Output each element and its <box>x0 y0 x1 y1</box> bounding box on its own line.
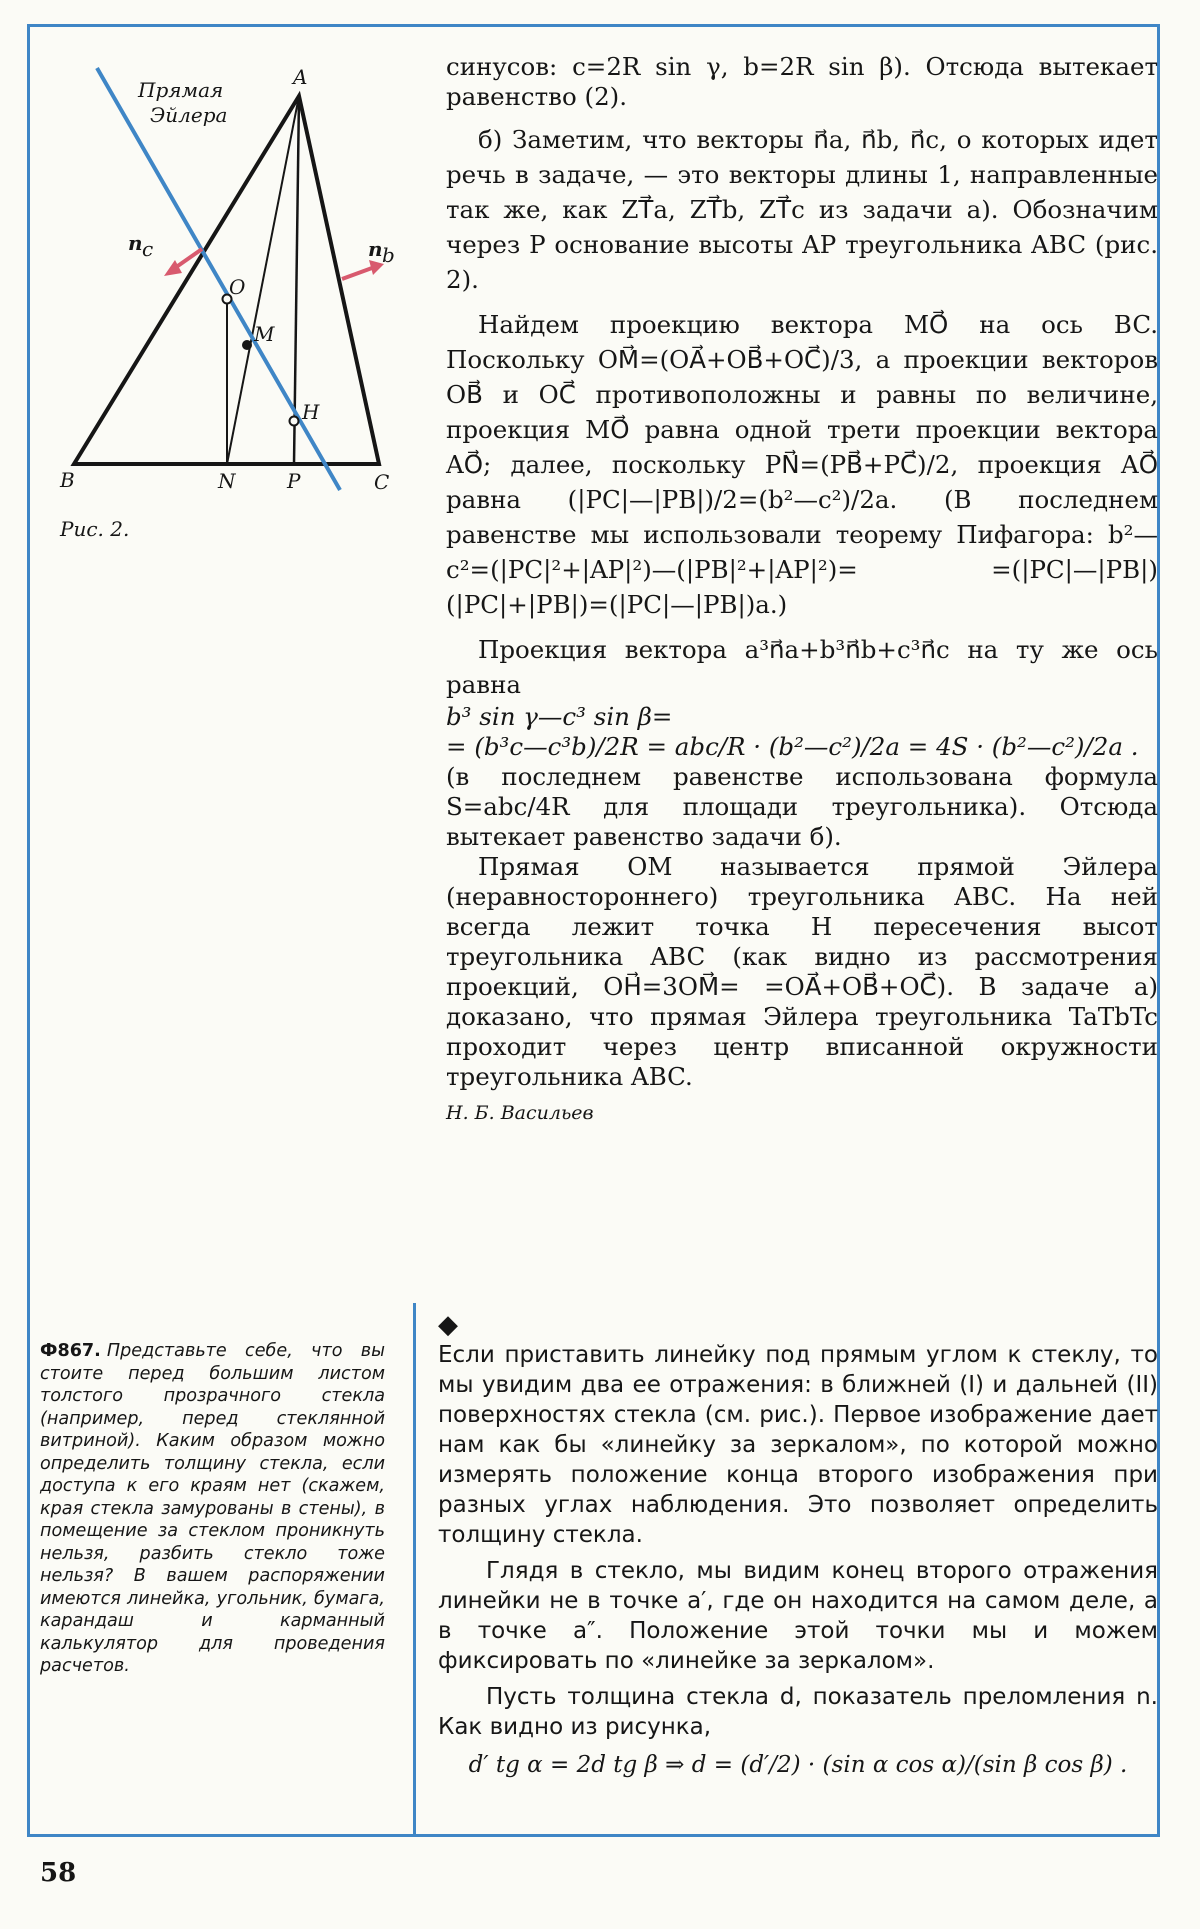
label-vector-nc-sub: c <box>142 237 154 261</box>
label-vector-nb: n <box>368 237 383 261</box>
paragraph-1: синусов: c=2R sin γ, b=2R sin β). Отсюда вытекает равенство (2). <box>446 52 1158 111</box>
point-h <box>290 417 299 426</box>
label-p: P <box>287 469 301 493</box>
label-m: M <box>254 322 275 346</box>
problem-statement <box>40 1340 385 1678</box>
euler-line <box>97 68 340 490</box>
formula-2: = (b³c—c³b)/2R = abc/R · (b²—c²)/2a = 4S · (b²—c²)/2a . <box>446 732 1139 761</box>
paragraph-6: Прямая OM называется прямой Эйлера (неравностороннего) треугольника ABC. На ней всегда лежит точка H пересечения высот треугольника ABC (как видно из рассмотрения проекций, OH⃗=3OM⃗= =OA⃗+OB⃗+OC⃗). В задаче а) доказано, что прямая Эйлера треугольника TaTbTc проходит через центр вписанной окружности треугольника ABC. <box>446 852 1158 1091</box>
problem-number: Ф867. <box>40 1341 101 1361</box>
vector-nb-shaft <box>342 268 372 279</box>
point-m <box>242 340 252 350</box>
column-divider <box>413 1303 416 1837</box>
diamond-marker: ◆ <box>438 1310 458 1340</box>
formula-1: b³ sin γ—c³ sin β= <box>446 702 673 731</box>
page-number: 58 <box>40 1858 77 1888</box>
triangle-figure <box>42 44 412 504</box>
figure-caption: Рис. 2. <box>60 517 130 541</box>
paragraph-5: (в последнем равенстве использована формула S=abc/4R для площади треугольника). Отсюда вытекает равенство задачи б). <box>446 762 1158 851</box>
label-b: B <box>60 468 75 492</box>
label-c: C <box>374 470 390 494</box>
paragraph-2: б) Заметим, что векторы n⃗a, n⃗b, n⃗c, о которых идет речь в задаче, — это векторы длины 1, направленные так же, как ZT⃗a, ZT⃗b, ZT⃗c из задачи а). Обозначим через P основание высоты AP треугольника ABC (рис. 2). <box>446 125 1158 294</box>
author-signature: Н. Б. Васильев <box>446 1102 594 1124</box>
label-n: N <box>218 469 236 493</box>
label-vector-nb-sub: b <box>382 243 395 267</box>
solution-formula: d′ tg α = 2d tg β ⇒ d = (d′/2) · (sin α cos α)/(sin β cos β) . <box>468 1752 1128 1778</box>
euler-label-2: Эйлера <box>150 103 228 127</box>
label-h: H <box>302 400 320 424</box>
label-vector-nc: n <box>128 231 143 255</box>
paragraph-3: Найдем проекцию вектора MO⃗ на ось BC. Поскольку OM⃗=(OA⃗+OB⃗+OC⃗)/3, а проекции векторов OB⃗ и OC⃗ противоположны и равны по величине, проекция MO⃗ равна одной трети проекции вектора AO⃗; далее, поскольку PN⃗=(PB⃗+PC⃗)/2, проекция AO⃗ равна (|PC|—|PB|)/2=(b²—c²)/2a. (В последнем равенстве мы использовали теорему Пифагора: b²—c²=(|PC|²+|AP|²)—(|PB|²+|AP|²)= =(|PC|—|PB|)(|PC|+|PB|)=(|PC|—|PB|)a.) <box>446 310 1158 619</box>
solution-paragraph-2: Глядя в стекло, мы видим конец второго отражения линейки не в точке a′, где он находится на самом деле, а в точке a″. Положение этой точки мы и можем фиксировать по «линейке за зеркалом». <box>438 1558 1158 1674</box>
label-o: O <box>229 275 246 299</box>
solution-paragraph-3: Пусть толщина стекла d, показатель преломления n. Как видно из рисунка, <box>438 1684 1158 1740</box>
vector-nc-head <box>164 260 182 276</box>
label-a: A <box>293 65 308 89</box>
paragraph-4: Проекция вектора a³n⃗a+b³n⃗b+c³n⃗c на ту же ось равна <box>446 635 1158 699</box>
euler-label-1: Прямая <box>138 78 224 102</box>
solution-paragraph-1: Если приставить линейку под прямым углом к стеклу, то мы увидим два ее отражения: в ближней (I) и дальней (II) поверхностях стекла (см. рис.). Первое изображение дает нам как бы «линейку за зеркалом», по которой можно измерять положение конца второго изображения при разных углах наблюдения. Это позволяет определить толщину стекла. <box>438 1342 1158 1548</box>
solution-text <box>438 1340 1158 1780</box>
problem-text: Представьте себе, что вы стоите перед большим листом толстого прозрачного стекла (например, перед стеклянной витриной). Каким образом можно определить толщину стекла, если доступа к его краям нет (скажем, края стекла замурованы в стены), в помещение за стеклом проникнуть нельзя, разбить стекло тоже нельзя? В вашем распоряжении имеются линейка, угольник, бумага, карандаш и карманный калькулятор для проведения расчетов. <box>40 1341 385 1676</box>
main-article <box>446 52 1158 1128</box>
